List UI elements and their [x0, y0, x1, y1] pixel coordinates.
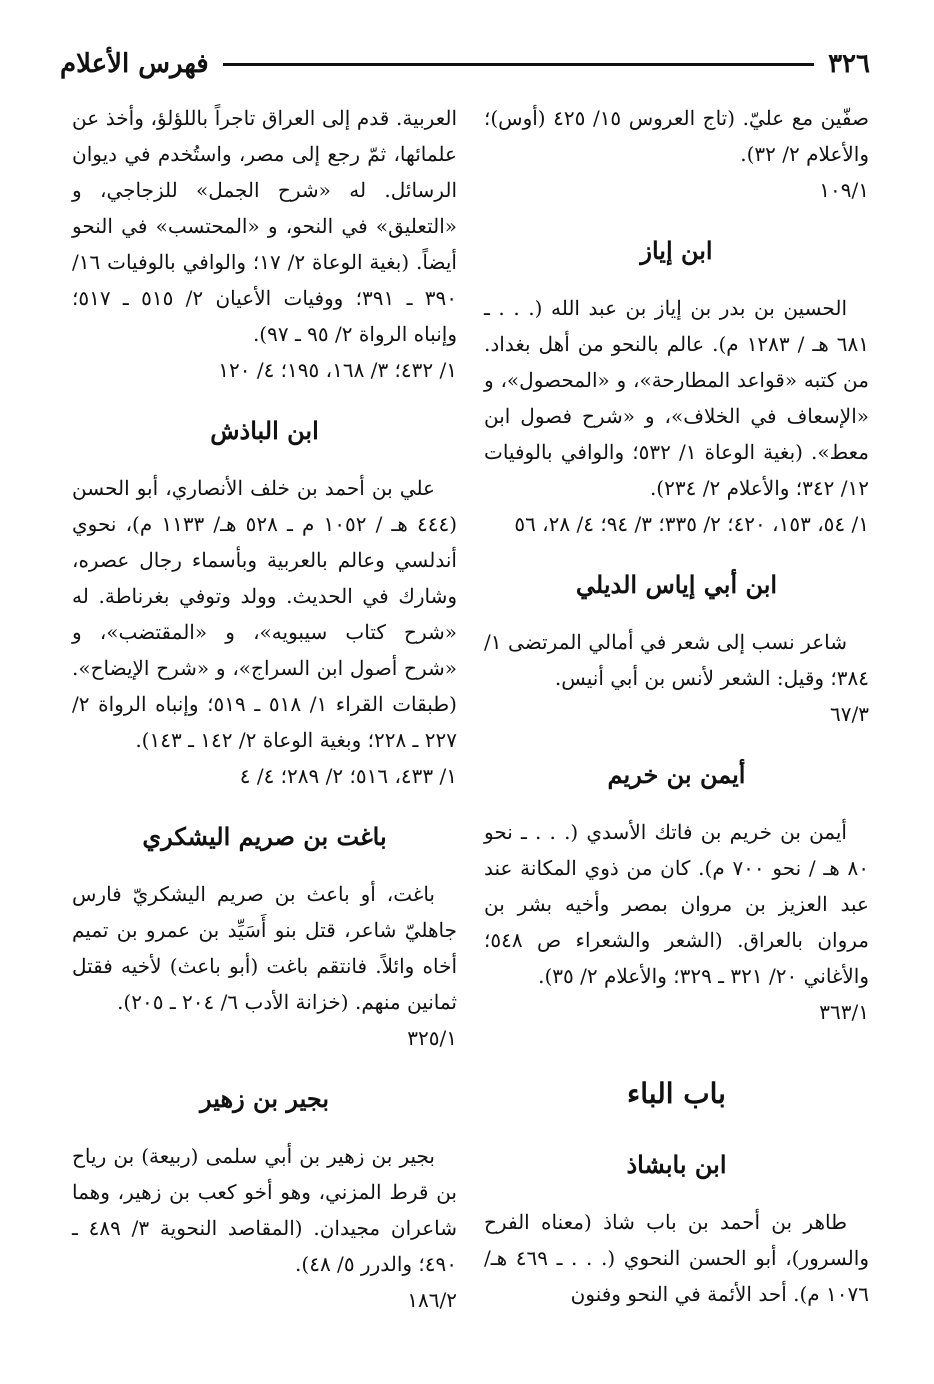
page-header — [60, 44, 870, 84]
entry-page-refs: ٦٧/٣ — [830, 702, 869, 726]
left-column — [72, 100, 457, 1318]
entry-page-refs: ١٠٩/١ — [819, 178, 869, 202]
entry-text: طاهر بن أحمد بن باب شاذ (معناه الفرح والسرور)، أبو الحسن النحوي (. . . ـ ٤٦٩ هـ/ ١٠٧٦ م). أحد الأئمة في النحو وفنون — [484, 1210, 869, 1306]
entry-continuation-text: العربية. قدم إلى العراق تاجراً باللؤلؤ، وأخذ عن علمائها، ثمّ رجع إلى مصر، واستُخدم في ديوان الرسائل. له «شرح الجمل» للزجاجي، و «التعليق» في النحو، و «المحتسب» في النحو أيضاً. (بغية الوعاة ٢/ ١٧؛ والوافي بالوفيات ١٦/ ٣٩٠ ـ ٣٩١؛ ووفيات الأعيان ٢/ ٥١٥ ـ ٥١٧؛ وإنباه الرواة ٢/ ٩٥ ـ ٩٧). — [72, 106, 457, 346]
section-heading: باب الباء — [627, 1077, 726, 1110]
entry-page-refs: ٣٢٥/١ — [407, 1026, 457, 1050]
running-title: فهرس الأعلام — [60, 49, 209, 79]
entry-heading: ابن إياز — [640, 236, 713, 265]
entry-page-refs: ١/ ٥٤، ١٥٣، ٤٢٠؛ ٢/ ٣٣٥؛ ٣/ ٩٤؛ ٤/ ٢٨، ٥٦ — [514, 512, 869, 536]
entry-continuation-text: صفّين مع عليّ. (تاج العروس ١٥/ ٤٢٥ (أوس)؛ والأعلام ٢/ ٣٢). — [484, 106, 869, 166]
entry-text: الحسين بن بدر بن إياز بن عبد الله (. . . ـ ٦٨١ هـ / ١٢٨٣ م). عالم بالنحو من أهل بغداد. من كتبه «قواعد المطارحة»، و «المحصول»، و «الإسعاف في الخلاف»، و «شرح فصول ابن معط». (بغية الوعاة ١/ ٥٣٢؛ والوافي بالوفيات ١٢/ ٣٤٢؛ والأعلام ٢/ ٢٣٤). — [484, 296, 870, 500]
page-number: ٣٢٦ — [828, 49, 870, 79]
entry-page-refs: ١/ ٤٣٢؛ ٣/ ١٦٨، ١٩٥؛ ٤/ ١٢٠ — [218, 358, 457, 382]
entry-page-refs: ١٨٦/٢ — [407, 1288, 457, 1312]
entry-heading: بجير بن زهير — [199, 1084, 330, 1113]
entry-heading: ابن بابشاذ — [626, 1150, 727, 1179]
entry-text: أيمن بن خريم بن فاتك الأسدي (. . . ـ نحو ٨٠ هـ / نحو ٧٠٠ م). كان من ذوي المكانة عند عبد العزيز بن مروان بمصر وأخيه بشر بن مروان بالعراق. (الشعر والشعراء ص ٥٤٨؛ والأغاني ٢٠/ ٣٢١ ـ ٣٢٩؛ والأعلام ٢/ ٣٥). — [484, 820, 869, 988]
entry-heading: ابن أبي إياس الديلي — [575, 570, 778, 599]
right-column — [484, 100, 869, 1312]
entry-heading: أيمن بن خريم — [607, 760, 746, 789]
entry-page-refs: ٣٦٣/١ — [819, 1000, 869, 1024]
entry-text: شاعر نسب إلى شعر في أمالي المرتضى ١/ ٣٨٤؛ وقيل: الشعر لأنس بن أبي أنيس. — [484, 630, 869, 690]
entry-text: علي بن أحمد بن خلف الأنصاري، أبو الحسن (٤٤٤ هـ / ١٠٥٢ م ـ ٥٢٨ هـ/ ١١٣٣ م)، نحوي أندلسي وعالم بالعربية وبأسماء رجال عصره، وشارك في الحديث. وولد وتوفي بغرناطة. له «شرح كتاب سيبويه»، و «المقتضب»، و «شرح أصول ابن السراج»، و «شرح الإيضاح». (طبقات القراء ١/ ٥١٨ ـ ٥١٩؛ وإنباه الرواة ٢/ ٢٢٧ ـ ٢٢٨؛ وبغية الوعاة ٢/ ١٤٢ ـ ١٤٣). — [72, 476, 457, 752]
entry-text: باغت، أو باعث بن صريم اليشكريّ فارس جاهليّ شاعر، قتل بنو أَسَيِّد بن عمرو بن تميم أخاه وائلاً. فانتقم باغت (أبو باعث) لأخيه فقتل ثمانين منهم. (خزانة الأدب ٦/ ٢٠٤ ـ ٢٠٥). — [72, 882, 457, 1014]
entry-heading: ابن الباذش — [210, 416, 319, 445]
entry-text: بجير بن زهير بن أبي سلمى (ربيعة) بن رياح بن قرط المزني، وهو أخو كعب بن زهير، وهما شاعران مجيدان. (المقاصد النحوية ٣/ ٤٨٩ ـ ٤٩٠؛ والدرر ٥/ ٤٨). — [72, 1144, 457, 1276]
header-rule — [223, 63, 814, 66]
entry-heading: باغت بن صريم اليشكري — [142, 822, 387, 851]
entry-page-refs: ١/ ٤٣٣، ٥١٦؛ ٢/ ٢٨٩؛ ٤/ ٤ — [239, 764, 457, 788]
